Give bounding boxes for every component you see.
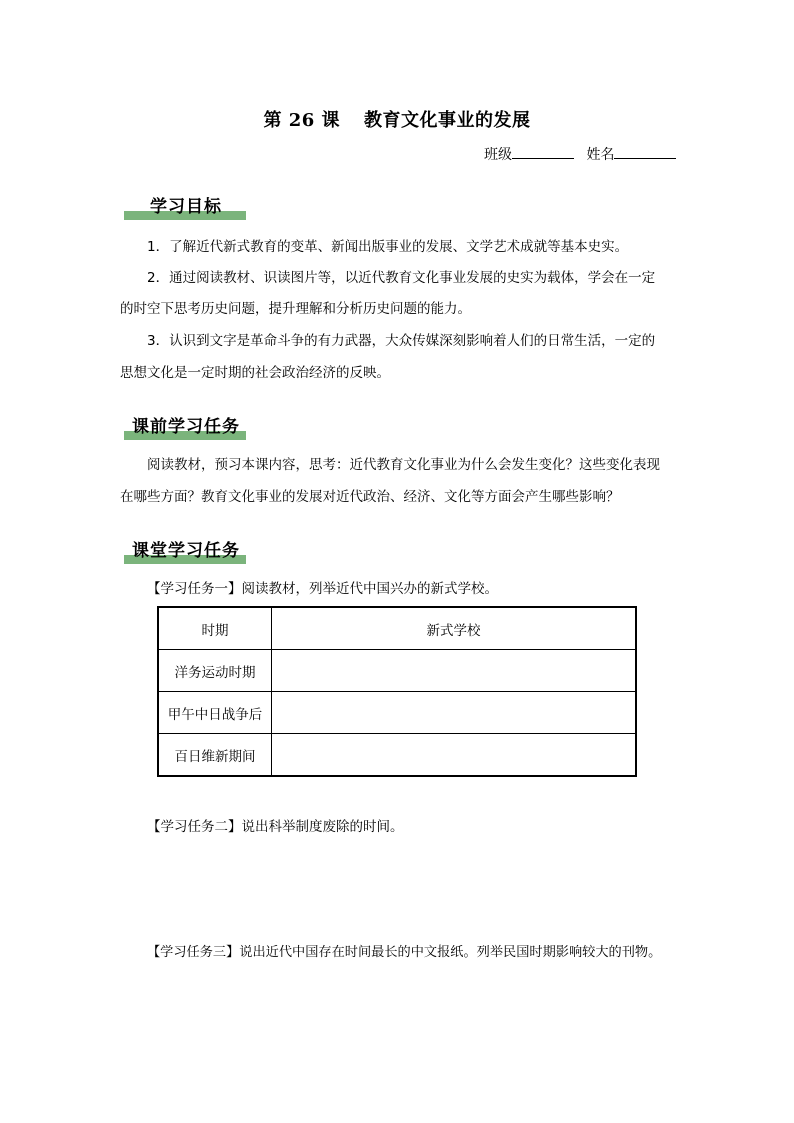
table-row <box>158 650 636 692</box>
period-cell: 洋务运动时期 <box>158 650 272 692</box>
section-heading-class <box>124 534 248 564</box>
page-title <box>0 106 794 132</box>
section-heading-goals <box>124 190 248 220</box>
task-2-prompt: 【学习任务二】说出科举制度废除的时间。 <box>147 819 404 835</box>
period-cell: 百日维新期间 <box>158 734 272 777</box>
lesson-number: 第 26 课 <box>263 110 341 131</box>
section-title: 课堂学习任务 <box>132 541 240 561</box>
class-label: 班级 <box>484 147 512 163</box>
header-period: 时期 <box>158 607 272 650</box>
section-title: 课前学习任务 <box>132 417 240 437</box>
table-row <box>158 692 636 734</box>
name-blank[interactable] <box>614 144 676 159</box>
answer-cell[interactable] <box>272 692 637 734</box>
task-1-prompt: 【学习任务一】阅读教材，列举近代中国兴办的新式学校。 <box>147 581 498 597</box>
goal-line-4: 3．认识到文字是革命斗争的有力武器，大众传媒深刻影响着人们的日常生活，一定的 <box>147 333 656 349</box>
header-schools: 新式学校 <box>272 607 637 650</box>
pre-task-line-1: 阅读教材，预习本课内容，思考：近代教育文化事业为什么会发生变化？这些变化表现 <box>147 457 660 473</box>
section-heading-pre <box>124 410 248 440</box>
schools-table <box>157 606 637 777</box>
goal-line-3: 的时空下思考历史问题，提升理解和分析历史问题的能力。 <box>120 301 471 317</box>
table-header-row <box>158 607 636 650</box>
answer-cell[interactable] <box>272 650 637 692</box>
goal-line-1: 1．了解近代新式教育的变革、新闻出版事业的发展、文学艺术成就等基本史实。 <box>147 239 629 255</box>
task-3-prompt: 【学习任务三】说出近代中国存在时间最长的中文报纸。列举民国时期影响较大的刊物。 <box>147 945 662 960</box>
period-cell: 甲午中日战争后 <box>158 692 272 734</box>
pre-task-line-2: 在哪些方面？教育文化事业的发展对近代政治、经济、文化等方面会产生哪些影响？ <box>120 489 620 505</box>
name-label: 姓名 <box>586 147 615 163</box>
lesson-topic: 教育文化事业的发展 <box>364 110 531 131</box>
table-row <box>158 734 636 777</box>
section-title: 学习目标 <box>150 197 222 217</box>
student-info <box>484 144 676 164</box>
goal-line-2: 2．通过阅读教材、识读图片等，以近代教育文化事业发展的史实为载体，学会在一定 <box>147 270 656 286</box>
goal-line-5: 思想文化是一定时期的社会政治经济的反映。 <box>120 365 390 381</box>
class-blank[interactable] <box>512 144 574 159</box>
answer-cell[interactable] <box>272 734 637 777</box>
